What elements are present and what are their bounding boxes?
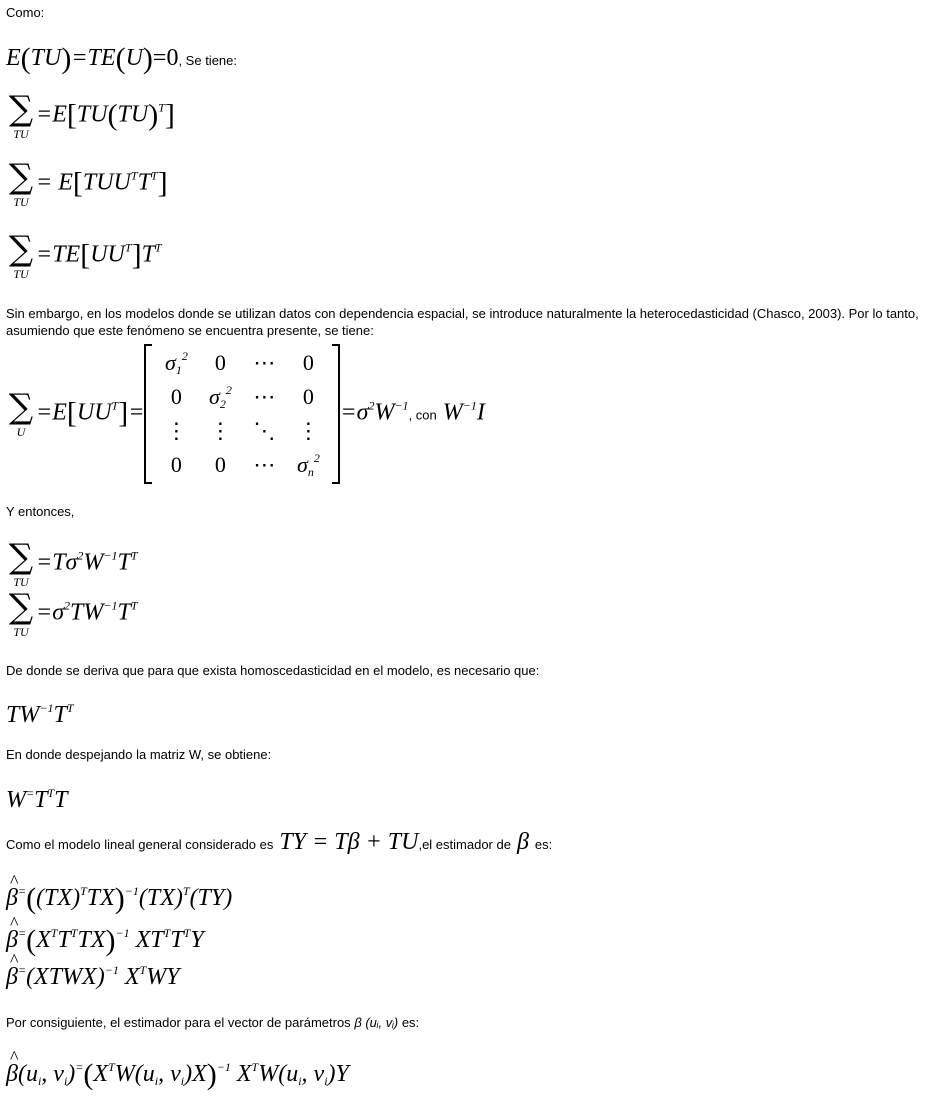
equation-w-matrix: $W^=T^TT$ [6,786,68,813]
equation-homoscedasticity: $TW^{-1}T^T$ [6,701,74,728]
equation-sigma-2: ∑ TU = $E[TUU^TT^T]$ [8,157,168,209]
variance-matrix: $\sigma_1^2$ 0 ⋯ 0 0 $\sigma_2^2$ ⋯ 0 ⋮ ⋮ ⋱ ⋮ 0 0 ⋯ $\sigma_n^2$ [144,344,340,484]
equation-gwr-estimator: ^ $\beta(u_i$, $v_i)^=(X^TW(u_i$, $v_i)X)^{-1}$ $X^TW(u_i$, $v_i)Y$ [6,1060,349,1090]
text-es2: es: [401,1015,420,1030]
equation-estimator-2: ^ $\beta^=(X^TT^TTX)^{-1}$ $XT^TT^TY$ [6,926,204,956]
equation-estimator-1: ^ $\beta^=((TX)^TTX)^{-1}(TX)^T(TY)$ [6,884,232,914]
equation-expectation: E(TU)=TE(U)=0, Se tiene: [6,42,237,75]
text-se-tiene: , Se tiene: [178,53,237,68]
text-y-entonces: Y entonces, [6,504,75,519]
equation-estimator-3: ^ β=(XTWX)$^{-1}$ $X^TWY$ [6,964,180,989]
equation-sigma-5: ∑ TU $=\sigma^2TW^{-1}T^T$ [8,587,138,639]
text-de-donde: De donde se deriva que para que exista homoscedasticidad en el modelo, es necesario que: [6,663,540,678]
text-por-consiguiente-main: Por consiguiente, el estimador para el vector de parámetros [6,1015,351,1030]
equation-sigma-1: ∑ TU =E[TU(TU)$^T$] [8,89,175,141]
text-param: β (uᵢ, vᵢ) [354,1015,399,1030]
equation-covariance-matrix: ∑ U $=E[UU^T]=$ $\sigma_1^2$ 0 ⋯ 0 0 $\sigma_2^2$ ⋯ 0 ⋮ ⋮ ⋱ ⋮ 0 0 ⋯ $\sigma_n^2$ $=\sigma^2W^{-1}$, con $W^{-1}I$ [6,344,485,484]
equation-general-model: Como el modelo lineal general considerado es TY = Tβ + TU,el estimador de β es: [6,829,553,855]
text-sin-embargo: Sin embargo, en los modelos donde se utilizan datos con dependencia espacial, se introduce naturalmente la heterocedasticidad (Chasco, 2003). Por lo tanto, asumiendo que este fenómeno se encuentra presente, se tiene: [6,306,919,338]
text-en-donde: En donde despejando la matriz W, se obtiene: [6,747,272,762]
text-por-consiguiente [6,1014,419,1031]
equation-sigma-3: ∑ TU $=TE[UU^T]T^T$ [8,229,162,281]
text-es: es: [534,837,553,852]
equation-sigma-4: ∑ TU $=T\sigma^2W^{-1}T^T$ [8,537,138,589]
text-el-estimador-de: ,el estimador de [418,837,511,852]
text-como-el-modelo: Como el modelo lineal general considerado es [6,837,274,852]
text-como: Como: [6,5,45,20]
text-con: , con [408,407,437,423]
